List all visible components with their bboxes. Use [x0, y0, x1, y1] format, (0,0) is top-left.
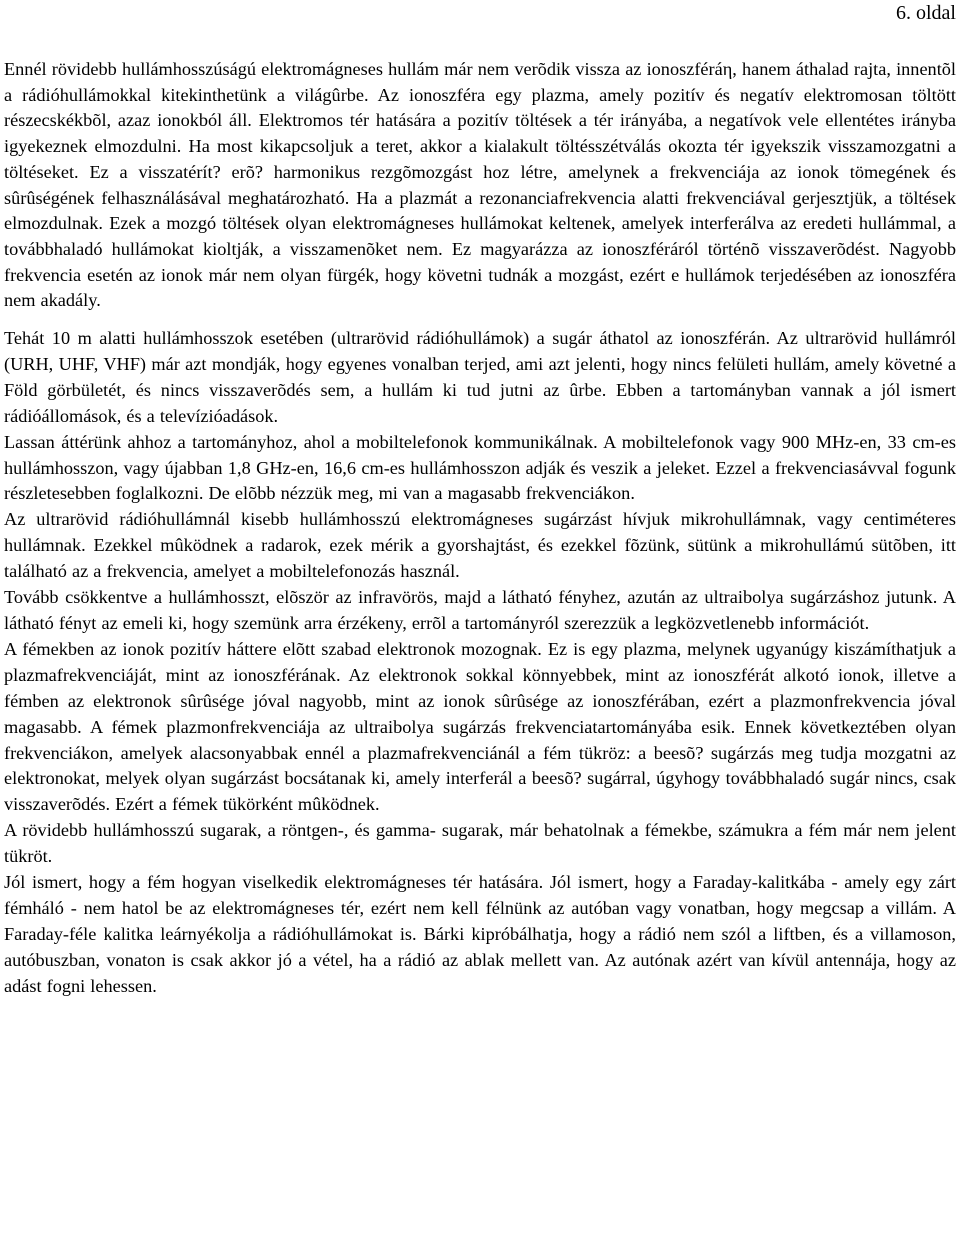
text-block-ionosphere: [4, 57, 956, 314]
paragraph: Jól ismert, hogy a fém hogyan viselkedik elektromágneses tér hatására. Jól ismert, hogy a Faraday-kalitkába - amely egy zárt fémháló - nem hatol be az elektromágneses tér, ezért nem kell félnünk az autóban vagy vonatban, hogy megcsap a villám. A Faraday-féle kalitka leárnyékolja a rádióhullámokat is. Bárki kipróbálhatja, hogy a rádió nem szól a liftben, és a villamoson, autóbuszban, vonaton is csak akkor jó a vétel, ha a rádió az ablak mellett van. Az autónak azért van kívül antennája, hogy az adást fogni lehessen.: [4, 872, 956, 996]
paragraph: Tehát 10 m alatti hullámhosszok esetében (ultrarövid rádióhullámok) a sugár áthatol az ionoszférán. Az ultrarövid hullámról (URH, UHF, VHF) már azt mondják, hogy egyenes vonalban terjed, ami azt jelenti, hogy nincs felületi hullám, amely követné a Föld görbületét, és nincs visszaverõdés sem, a hullám ki tud jutni az ûrbe. Ebben a tartományban vannak a jól ismert rádióállomások, és a televízióadások.: [4, 328, 956, 426]
paragraph: Ennél rövidebb hullámhosszúságú elektromágneses hullám már nem verõdik vissza az ionoszféráη, hanem áthalad rajta, innentõl a rádióhullámokkal kitekinthetünk a világûrbe. Az ionoszféra egy plazma, amely pozitív és negatív elektromosan töltött részecskékbõl, azaz ionokból áll. Elektromos tér hatására a pozitív töltések a tér irányába, a negatívok vele ellentétes irányba igyekeznek elmozdulni. Ha most kikapcsoljuk a teret, akkor a kialakult töltésszétválás okozta tér igyekszik visszamozgatni a töltéseket. Ez a visszatérít? erõ? harmonikus rezgõmozgást hoz létre, amelynek a frekvenciája az ionok tömegének és sûrûségének felhasználásával meghatározható. Ha a plazmát a rezonanciafrekvencia alatti frekvenciával gerjesztjük, a töltések elmozdulnak. Ezek a mozgó töltések olyan elektromágneses hullámokat keltenek, amelyek interferálva az eredeti hullámmal, a továbbhaladó hullámokat kioltják, a visszamenõket nem. Ez magyarázza az ionoszféráról történõ visszaverõdést. Nagyobb frekvencia esetén az ionok már nem olyan fürgék, hogy követni tudnák a mozgást, ezért e hullámok terjedésében az ionoszféra nem akadály.: [4, 59, 956, 311]
text-block-frequencies: [4, 326, 956, 1000]
paragraph: Az ultrarövid rádióhullámnál kisebb hullámhosszú elektromágneses sugárzást hívjuk mikrohullámnak, vagy centiméteres hullámnak. Ezekkel mûködnek a radarok, ezek mérik a gyorshajtást, és ezekkel fõzünk, sütünk a mikrohullámú sütõben, itt található az a frekvencia, amelyet a mobiltelefonozás használ.: [4, 509, 956, 582]
document-body: [4, 57, 956, 1000]
paragraph: Tovább csökkentve a hullámhosszt, elõször az infravörös, majd a látható fényhez, azután az ultraibolya sugárzáshoz jutunk. A látható fényt az emeli ki, hogy szemünk arra érzékeny, errõl a tartományról szerezzük a legközvetlenebb információt.: [4, 587, 956, 633]
paragraph: Lassan áttérünk ahhoz a tartományhoz, ahol a mobiltelefonok kommunikálnak. A mobiltelefonok vagy 900 MHz-en, 33 cm-es hullámhosszon, vagy újabban 1,8 GHz-en, 16,6 cm-es hullámhosszon adják és veszik a jeleket. Ezzel a frekvenciasávval fogunk részletesebben foglalkozni. De elõbb nézzük meg, mi van a magasabb frekvenciákon.: [4, 431, 956, 504]
paragraph: A fémekben az ionok pozitív háttere elõtt szabad elektronok mozognak. Ez is egy plazma, melynek ugyanúgy kiszámíthatjuk a plazmafrekvenciáját, mint az ionoszférának. Az elektronok sokkal könnyebbek, mint az ionoszférát alkotó ionok, illetve a fémben az elektronok sûrûsége jóval nagyobb, mint az ionok sûrûsége az ionoszférában, ezért a plazmonfrekvencia jóval magasabb. A fémek plazmonfrekvenciája az ultraibolya sugárzás frekvenciatartományába esik. Ennek következtében olyan frekvenciákon, amelyek alacsonyabbak ennél a plazmafrekvenciánál a fém tükröz: a beesõ? sugárzás meg tudja mozgatni az elektronokat, melyek olyan sugárzást bocsátanak ki, amely interferál a beesõ? sugárral, úgyhogy továbbhaladó sugár nincs, csak visszaverõdés. Ezért a fémek tükörként mûködnek.: [4, 638, 956, 815]
paragraph: A rövidebb hullámhosszú sugarak, a röntgen-, és gamma- sugarak, már behatolnak a fémekbe, számukra a fém már nem jelent tükröt.: [4, 820, 956, 867]
page-number: 6. oldal: [896, 2, 956, 24]
